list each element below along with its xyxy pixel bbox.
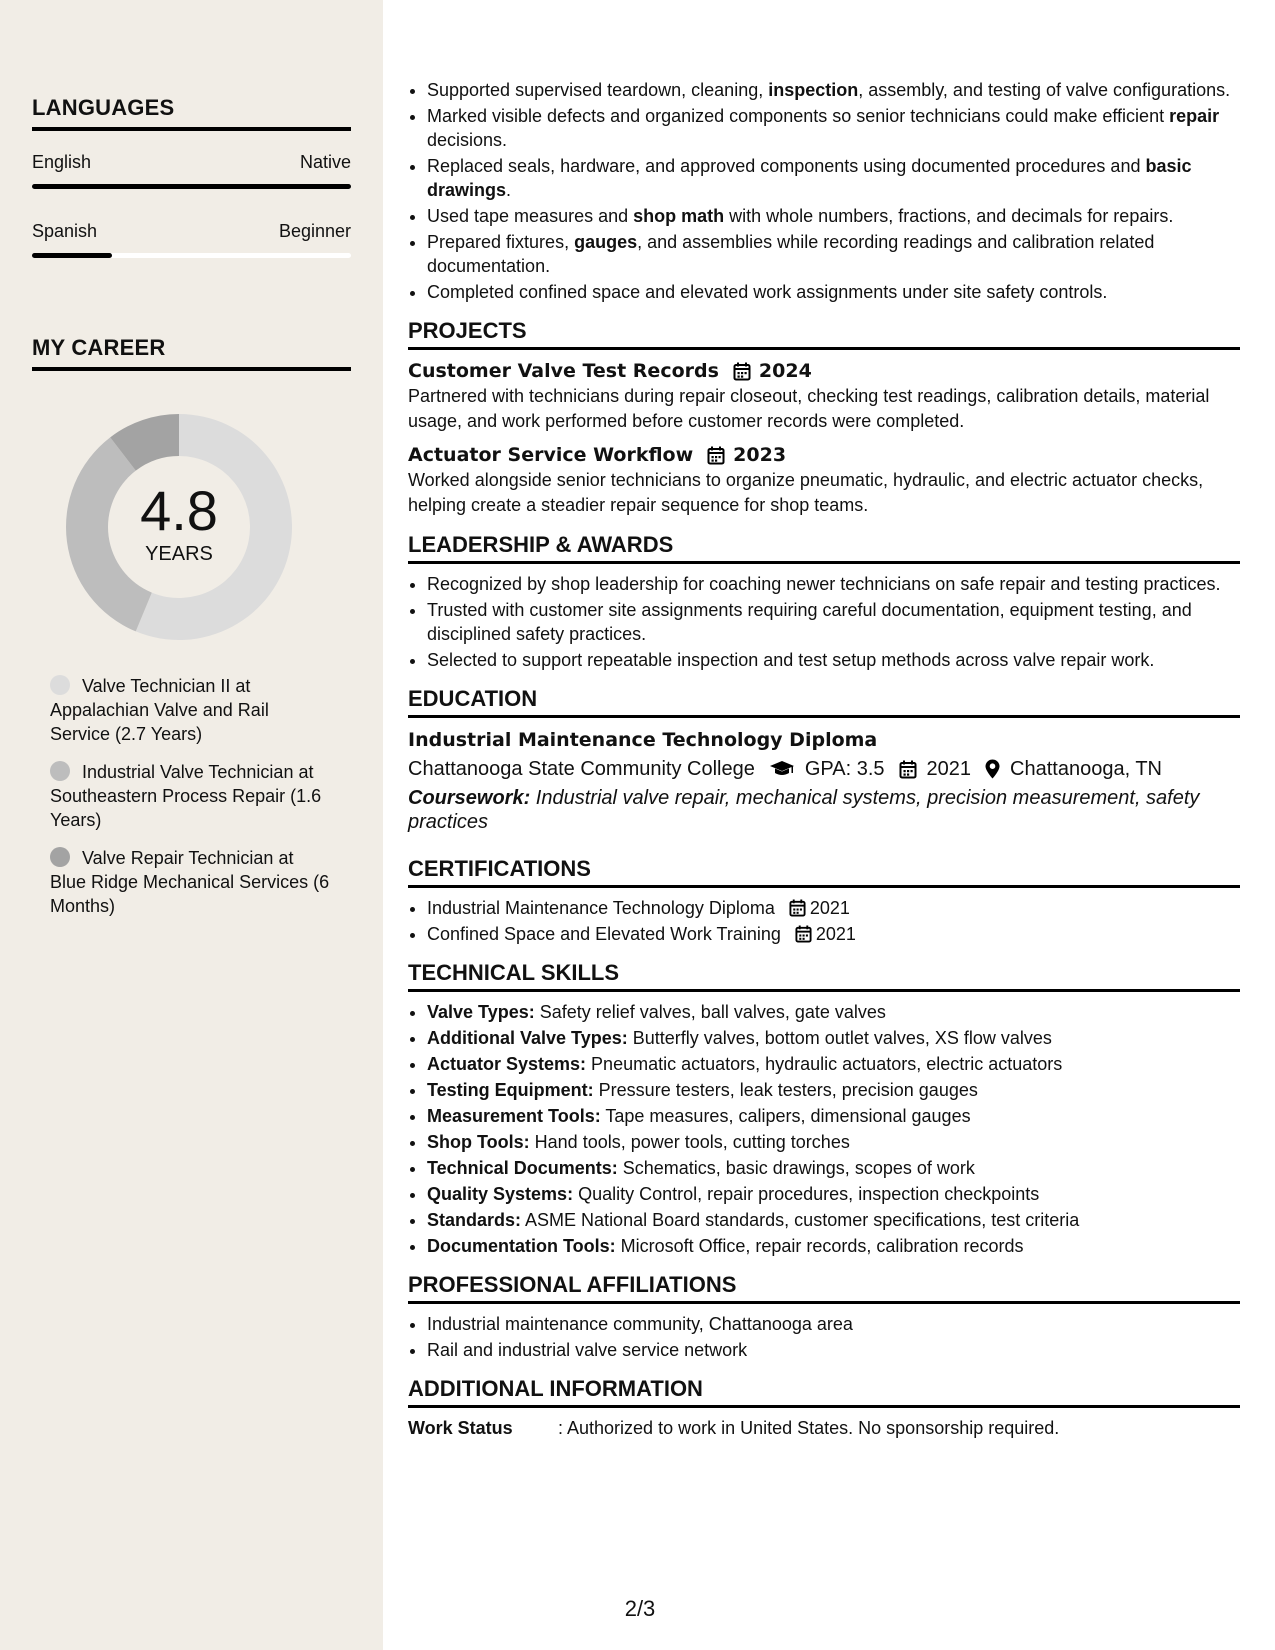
career-total xyxy=(66,414,292,640)
skill-label: Documentation Tools: xyxy=(427,1236,616,1256)
experience-bullet xyxy=(427,280,1240,304)
skill-item xyxy=(427,1078,1240,1102)
calendar-icon xyxy=(795,925,812,943)
skill-label: Testing Equipment: xyxy=(427,1080,594,1100)
skill-value: Microsoft Office, repair records, calibration records xyxy=(615,1236,1024,1256)
skills-list xyxy=(408,1000,1240,1258)
skill-label: Shop Tools: xyxy=(427,1132,530,1152)
project-description: Partnered with technicians during repair closeout, checking test readings, calibration details, material usage, and work performed before customer records were completed. xyxy=(408,386,1210,431)
skill-item xyxy=(427,1208,1240,1232)
bullet-text: Used tape measures and xyxy=(427,206,634,226)
career-item-text: Valve Technician II at Appalachian Valve and Rail Service (2.7 Years) xyxy=(50,676,269,744)
legend-dot xyxy=(50,761,70,781)
bullet-text: . xyxy=(506,180,512,200)
education-degree: Industrial Maintenance Technology Diploma xyxy=(408,729,878,751)
calendar-icon xyxy=(707,446,725,465)
bullet-text: Prepared fixtures, xyxy=(427,232,575,252)
career-item-text: Industrial Valve Technician at Southeastern Process Repair (1.6 Years) xyxy=(50,762,322,830)
education-gpa: GPA: 3.5 xyxy=(804,758,885,780)
page-number: 2/3 xyxy=(624,1596,656,1621)
additional-info-heading: ADDITIONAL INFORMATION xyxy=(408,1376,1240,1408)
bullet-keyword: basic drawings xyxy=(427,156,1192,200)
certification-name: • Industrial Maintenance Technology Diploma xyxy=(427,898,775,918)
leadership-list xyxy=(408,572,1240,672)
skill-label: Additional Valve Types: xyxy=(427,1028,628,1048)
skill-item xyxy=(427,1026,1240,1050)
bullet-text: , assembly, and testing of valve configurations. xyxy=(858,80,1231,100)
leadership-heading: LEADERSHIP & AWARDS xyxy=(408,532,1240,564)
language-bar-spanish xyxy=(32,253,351,258)
education-school: Chattanooga State Community College xyxy=(408,758,755,780)
bullet-text: Completed confined space and elevated work assignments under site safety controls. xyxy=(427,282,1108,302)
skill-value: Tape measures, calipers, dimensional gauges xyxy=(600,1106,971,1126)
certification-name: • Confined Space and Elevated Work Training xyxy=(427,924,781,944)
language-row-english xyxy=(32,152,351,173)
experience-bullets xyxy=(408,78,1240,304)
skills-heading: TECHNICAL SKILLS xyxy=(408,960,1240,992)
bullet-text: Marked visible defects and organized components so senior technicians could make efficient xyxy=(427,106,1170,126)
career-item xyxy=(50,674,330,746)
project-year: 2023 xyxy=(733,444,787,466)
career-total-unit: YEARS xyxy=(145,542,213,565)
career-donut-chart xyxy=(66,414,292,640)
career-heading: MY CAREER xyxy=(32,335,351,371)
list-item: • Trusted with customer site assignments requiring careful documentation, equipment testing, and disciplined safety practices. xyxy=(427,598,1240,646)
legend-dot xyxy=(50,675,70,695)
language-row-spanish xyxy=(32,221,351,242)
list-item: • Recognized by shop leadership for coaching newer technicians on safe repair and testing practices. xyxy=(427,572,1240,596)
career-item-text: Valve Repair Technician at Blue Ridge Mechanical Services (6 Months) xyxy=(50,848,330,916)
experience-bullet xyxy=(427,154,1240,202)
bullet-keyword: repair xyxy=(1169,106,1220,126)
project-title: Customer Valve Test Records xyxy=(408,360,719,382)
project-description: Worked alongside senior technicians to organize pneumatic, hydraulic, and electric actuator checks, helping create a steadier repair sequence for shop teams. xyxy=(408,470,1204,515)
certification-year: 2021 xyxy=(809,898,850,918)
career-item xyxy=(50,846,330,918)
bullet-keyword: shop math xyxy=(633,206,725,226)
education-heading: EDUCATION xyxy=(408,686,1240,718)
skill-label: Technical Documents: xyxy=(427,1158,618,1178)
language-level: Beginner xyxy=(278,221,351,241)
experience-bullet xyxy=(427,230,1240,278)
skill-label: Valve Types: xyxy=(427,1002,535,1022)
skill-item xyxy=(427,1130,1240,1154)
education-details xyxy=(408,754,1240,784)
language-level: Native xyxy=(299,152,351,172)
language-name: English xyxy=(32,152,92,172)
language-bar-english xyxy=(32,184,351,189)
list-item xyxy=(427,922,1240,946)
list-item: • Rail and industrial valve service network xyxy=(427,1338,1240,1362)
skill-value: Schematics, basic drawings, scopes of work xyxy=(617,1158,975,1178)
affiliations-heading: PROFESSIONAL AFFILIATIONS xyxy=(408,1272,1240,1304)
bullet-keyword: inspection xyxy=(768,80,859,100)
bullet-keyword: gauges xyxy=(574,232,638,252)
list-item: • Industrial maintenance community, Chattanooga area xyxy=(427,1312,1240,1336)
map-pin-icon xyxy=(985,759,1000,779)
skill-item xyxy=(427,1156,1240,1180)
languages-heading: LANGUAGES xyxy=(32,95,351,131)
affiliations-list xyxy=(408,1312,1240,1362)
education-coursework xyxy=(408,786,1240,834)
skill-item xyxy=(427,1182,1240,1206)
certification-year: 2021 xyxy=(815,924,856,944)
project-item xyxy=(408,442,1240,518)
skill-value: Hand tools, power tools, cutting torches xyxy=(529,1132,850,1152)
calendar-icon xyxy=(899,760,917,779)
sidebar xyxy=(0,0,383,1650)
career-item xyxy=(50,760,330,832)
work-status-value: : Authorized to work in United States. No sponsorship required. xyxy=(558,1418,1060,1438)
experience-bullet xyxy=(427,104,1240,152)
skill-value: Safety relief valves, ball valves, gate valves xyxy=(534,1002,886,1022)
list-item xyxy=(427,896,1240,920)
skill-value: ASME National Board standards, customer specifications, test criteria xyxy=(521,1210,1080,1230)
bullet-text: with whole numbers, fractions, and decimals for repairs. xyxy=(724,206,1174,226)
language-bar-fill xyxy=(32,184,351,189)
skill-item xyxy=(427,1104,1240,1128)
project-item xyxy=(408,358,1240,434)
experience-bullet xyxy=(427,78,1240,102)
project-title: Actuator Service Workflow xyxy=(408,444,694,466)
skill-item xyxy=(427,1052,1240,1076)
calendar-icon xyxy=(733,362,751,381)
career-total-value: 4.8 xyxy=(140,478,218,542)
skill-value: Butterfly valves, bottom outlet valves, XS flow valves xyxy=(627,1028,1052,1048)
coursework-label: Coursework: xyxy=(408,787,531,809)
bullet-text: , and assemblies while recording readings and calibration related documentation. xyxy=(427,232,1155,276)
coursework-text: Industrial valve repair, mechanical systems, precision measurement, safety practices xyxy=(408,787,1200,833)
legend-dot xyxy=(50,847,70,867)
experience-bullet xyxy=(427,204,1240,228)
education-year: 2021 xyxy=(926,758,972,780)
skill-value: Pneumatic actuators, hydraulic actuators, electric actuators xyxy=(586,1054,1063,1074)
skill-label: Actuator Systems: xyxy=(427,1054,587,1074)
skill-label: Standards: xyxy=(427,1210,522,1230)
graduation-cap-icon xyxy=(769,760,795,778)
bullet-text: Supported supervised teardown, cleaning, xyxy=(427,80,769,100)
language-bar-fill xyxy=(32,253,112,258)
main-content xyxy=(408,78,1240,1440)
work-status-label: Work Status xyxy=(408,1418,513,1438)
bullet-text: Replaced seals, hardware, and approved components using documented procedures and xyxy=(427,156,1146,176)
project-year: 2024 xyxy=(758,360,812,382)
bullet-text: decisions. xyxy=(427,130,508,150)
skill-item xyxy=(427,1000,1240,1024)
skill-label: Measurement Tools: xyxy=(427,1106,601,1126)
skill-item xyxy=(427,1234,1240,1258)
work-status-row xyxy=(408,1416,1240,1440)
certifications-list xyxy=(408,896,1240,946)
list-item: • Selected to support repeatable inspection and test setup methods across valve repair work. xyxy=(427,648,1240,672)
skill-value: Pressure testers, leak testers, precision gauges xyxy=(593,1080,978,1100)
projects-heading: PROJECTS xyxy=(408,318,1240,350)
skill-label: Quality Systems: xyxy=(427,1184,574,1204)
career-legend xyxy=(50,674,330,932)
certifications-heading: CERTIFICATIONS xyxy=(408,856,1240,888)
skill-value: Quality Control, repair procedures, inspection checkpoints xyxy=(573,1184,1040,1204)
language-name: Spanish xyxy=(32,221,98,241)
calendar-icon xyxy=(789,899,806,917)
education-location: Chattanooga, TN xyxy=(1010,758,1162,780)
